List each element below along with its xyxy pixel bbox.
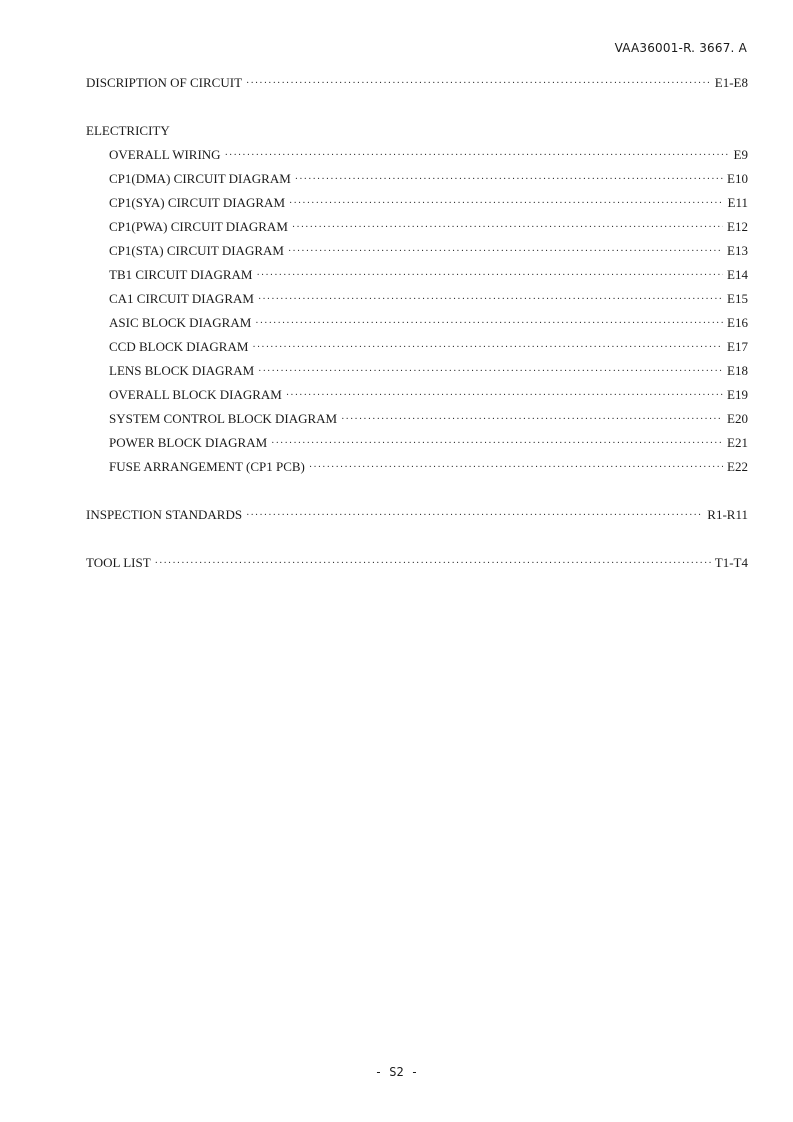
toc-entry-page: E16 bbox=[727, 315, 748, 330]
toc-entry-page: E12 bbox=[727, 219, 748, 234]
toc-entry-label: ASIC BLOCK DIAGRAM bbox=[109, 315, 252, 330]
dot-leader bbox=[295, 171, 723, 188]
toc-entry-label: DISCRIPTION OF CIRCUIT bbox=[86, 75, 243, 90]
toc-entry-label: INSPECTION STANDARDS bbox=[86, 507, 243, 522]
toc-entry-cp1-sya[interactable] bbox=[86, 194, 748, 218]
dot-leader bbox=[155, 555, 711, 572]
toc-entry-page: T1-T4 bbox=[714, 555, 748, 570]
dot-leader bbox=[289, 195, 724, 212]
toc-entry-fuse-arrangement[interactable] bbox=[86, 458, 748, 482]
toc-entry-label: FUSE ARRANGEMENT (CP1 PCB) bbox=[109, 459, 305, 474]
dot-leader bbox=[252, 339, 723, 356]
toc-entry-tool-list[interactable] bbox=[86, 554, 748, 578]
toc-entry-page: E13 bbox=[727, 243, 748, 258]
toc-entry-page: E9 bbox=[733, 147, 748, 162]
toc-entry-label: OVERALL BLOCK DIAGRAM bbox=[109, 387, 282, 402]
toc-entry-page: E22 bbox=[727, 459, 748, 474]
toc-entry-overall-block[interactable] bbox=[86, 386, 748, 410]
toc-entry-page: E19 bbox=[727, 387, 748, 402]
toc-entry-description[interactable] bbox=[86, 74, 748, 98]
spacer bbox=[86, 530, 748, 554]
dot-leader bbox=[258, 363, 723, 380]
toc-entry-page: E11 bbox=[727, 195, 748, 210]
toc-entry-label: CP1(PWA) CIRCUIT DIAGRAM bbox=[109, 219, 288, 234]
toc-entry-label: CP1(DMA) CIRCUIT DIAGRAM bbox=[109, 171, 291, 186]
dot-leader bbox=[246, 507, 703, 524]
toc-entry-cp1-dma[interactable] bbox=[86, 170, 748, 194]
spacer bbox=[86, 482, 748, 506]
toc-entry-label: CP1(SYA) CIRCUIT DIAGRAM bbox=[109, 195, 286, 210]
dot-leader bbox=[292, 219, 723, 236]
dot-leader bbox=[255, 315, 723, 332]
spacer bbox=[86, 98, 748, 122]
toc-entry-label: CA1 CIRCUIT DIAGRAM bbox=[109, 291, 254, 306]
toc-entry-overall-wiring[interactable] bbox=[86, 146, 748, 170]
toc-entry-page: E20 bbox=[727, 411, 748, 426]
toc-entry-inspection-standards[interactable] bbox=[86, 506, 748, 530]
toc-entry-page: E10 bbox=[727, 171, 748, 186]
dot-leader bbox=[246, 75, 711, 92]
table-of-contents bbox=[86, 74, 748, 578]
toc-entry-label: SYSTEM CONTROL BLOCK DIAGRAM bbox=[109, 411, 338, 426]
dot-leader bbox=[288, 243, 723, 260]
toc-entry-power-block[interactable] bbox=[86, 434, 748, 458]
toc-entry-tb1[interactable] bbox=[86, 266, 748, 290]
toc-entry-lens[interactable] bbox=[86, 362, 748, 386]
toc-entry-cp1-pwa[interactable] bbox=[86, 218, 748, 242]
section-heading-electricity: ELECTRICITY bbox=[86, 123, 170, 138]
dot-leader bbox=[309, 459, 723, 476]
toc-entry-ca1[interactable] bbox=[86, 290, 748, 314]
dot-leader bbox=[271, 435, 723, 452]
page-number: - S2 - bbox=[374, 1065, 419, 1079]
toc-entry-cp1-sta[interactable] bbox=[86, 242, 748, 266]
toc-entry-label: OVERALL WIRING bbox=[109, 147, 221, 162]
toc-entry-page: E21 bbox=[727, 435, 748, 450]
toc-entry-system-control[interactable] bbox=[86, 410, 748, 434]
toc-entry-page: E15 bbox=[727, 291, 748, 306]
toc-entry-label: POWER BLOCK DIAGRAM bbox=[109, 435, 268, 450]
toc-entry-page: E17 bbox=[727, 339, 748, 354]
document-id: VAA36001-R. 3667. A bbox=[614, 41, 747, 55]
toc-entry-page: E1-E8 bbox=[714, 75, 748, 90]
dot-leader bbox=[257, 267, 724, 284]
toc-entry-page: R1-R11 bbox=[707, 507, 748, 522]
dot-leader bbox=[341, 411, 723, 428]
toc-entry-ccd[interactable] bbox=[86, 338, 748, 362]
dot-leader bbox=[258, 291, 723, 308]
toc-entry-asic[interactable] bbox=[86, 314, 748, 338]
toc-entry-label: TB1 CIRCUIT DIAGRAM bbox=[109, 267, 253, 282]
toc-entry-label: CCD BLOCK DIAGRAM bbox=[109, 339, 249, 354]
toc-entry-label: LENS BLOCK DIAGRAM bbox=[109, 363, 255, 378]
toc-entry-page: E14 bbox=[727, 267, 748, 282]
dot-leader bbox=[286, 387, 723, 404]
dot-leader bbox=[225, 147, 730, 164]
toc-entry-label: TOOL LIST bbox=[86, 555, 151, 570]
toc-entry-label: CP1(STA) CIRCUIT DIAGRAM bbox=[109, 243, 284, 258]
toc-entry-page: E18 bbox=[727, 363, 748, 378]
